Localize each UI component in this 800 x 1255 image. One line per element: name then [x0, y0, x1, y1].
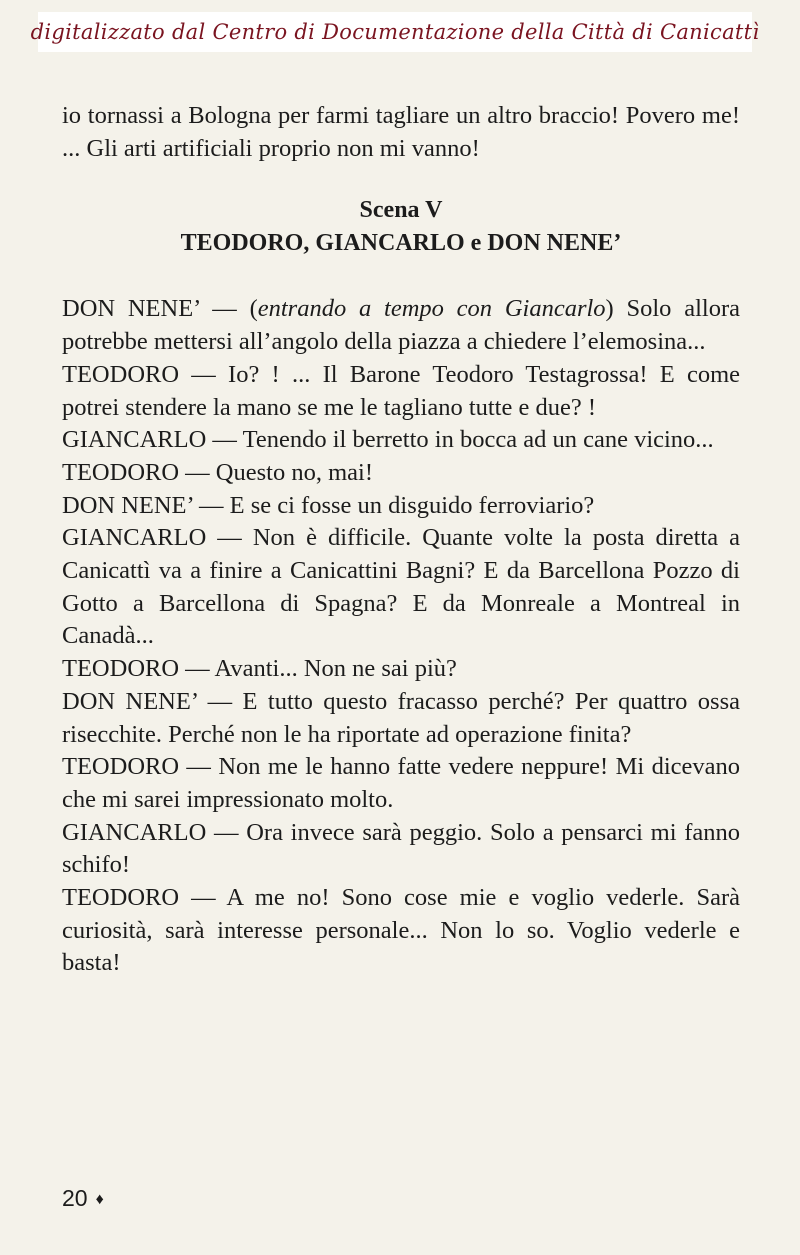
dialogue-line [62, 490, 740, 523]
dialogue-text: A me no! Sono cose mie e voglio vederle. Sarà curiosità, sarà interesse personale... Non lo so. Voglio vederle e basta! [62, 884, 740, 977]
speaker-name: TEODORO — [62, 360, 229, 388]
stage-paren-open: ( [249, 295, 258, 323]
intro-paragraph: io tornassi a Bologna per farmi tagliare un altro braccio! Povero me! ... Gli arti artificiali proprio non mi vanno! [62, 102, 740, 162]
stage-direction: entrando a tempo con Giancarlo [257, 295, 606, 323]
dialogue-text: Non è difficile. Quante volte la posta diretta a Canicattì va a finire a Canicattini Bagni? E da Barcellona Pozzo di Gotto a Barcellona di Spagna? E da Monreale a Montreal in Canadà... [62, 524, 740, 650]
speaker-name: DON NENE’ — [62, 491, 230, 519]
dialogue-line [62, 293, 740, 358]
stage-paren-close: ) [605, 295, 614, 323]
dialogue-text: Questo no, mai! [215, 458, 373, 486]
dialogue-line [62, 424, 740, 457]
speaker-name: TEODORO — [62, 884, 227, 912]
speaker-name: GIANCARLO — [62, 818, 247, 846]
diamond-ornament-icon: ♦ [95, 1191, 104, 1208]
speaker-name: TEODORO — [62, 753, 219, 781]
dialogue-text: E se ci fosse un disguido ferroviario? [229, 491, 595, 519]
watermark-text: digitalizzato dal Centro di Documentazione della Città di Canicattì [30, 20, 760, 44]
dialogue-line [62, 686, 740, 751]
speaker-name: GIANCARLO — [62, 426, 243, 454]
dialogue-line [62, 522, 740, 653]
dialogue-text: E tutto questo fracasso perché? Per quattro ossa risecchite. Perché non le ha riportate ad operazione finita? [62, 687, 740, 748]
speaker-name: DON NENE’ — [62, 295, 250, 323]
speaker-name: TEODORO — [62, 655, 215, 683]
page-number: 20 [62, 1185, 88, 1211]
dialogue-text: Avanti... Non ne sai più? [214, 655, 457, 683]
dialogue-text: Io? ! ... Il Barone Teodoro Testagrossa! E come potrei stendere la mano se me le tagliano tutte e due? ! [62, 360, 741, 421]
dialogue-line [62, 653, 740, 686]
scene-title: Scena V [359, 197, 443, 224]
dialogue-line [62, 882, 740, 980]
speaker-name: TEODORO — [62, 458, 216, 486]
page-body [62, 100, 740, 980]
dialogue-line [62, 817, 740, 882]
dialogue-text: Tenendo il berretto in bocca ad un cane vicino... [242, 426, 714, 454]
speaker-name: DON NENE’ — [62, 687, 243, 715]
scene-heading [62, 194, 740, 260]
scene-characters: TEODORO, GIANCARLO e DON NENE’ [180, 230, 622, 257]
dialogue-line [62, 457, 740, 490]
dialogue-text: Ora invece sarà peggio. Solo a pensarci mi fanno schifo! [62, 818, 741, 879]
dialogue-line [62, 751, 740, 816]
page-footer [62, 1185, 104, 1212]
dialogue-line [62, 359, 740, 424]
dialogue-text: Non me le hanno fatte vedere neppure! Mi dicevano che mi sarei impressionato molto. [62, 753, 740, 813]
watermark-banner [30, 12, 760, 52]
speaker-name: GIANCARLO — [62, 524, 253, 552]
dialogue-text: Solo allora potrebbe mettersi all’angolo della piazza a chiedere l’elemosina... [62, 295, 740, 356]
